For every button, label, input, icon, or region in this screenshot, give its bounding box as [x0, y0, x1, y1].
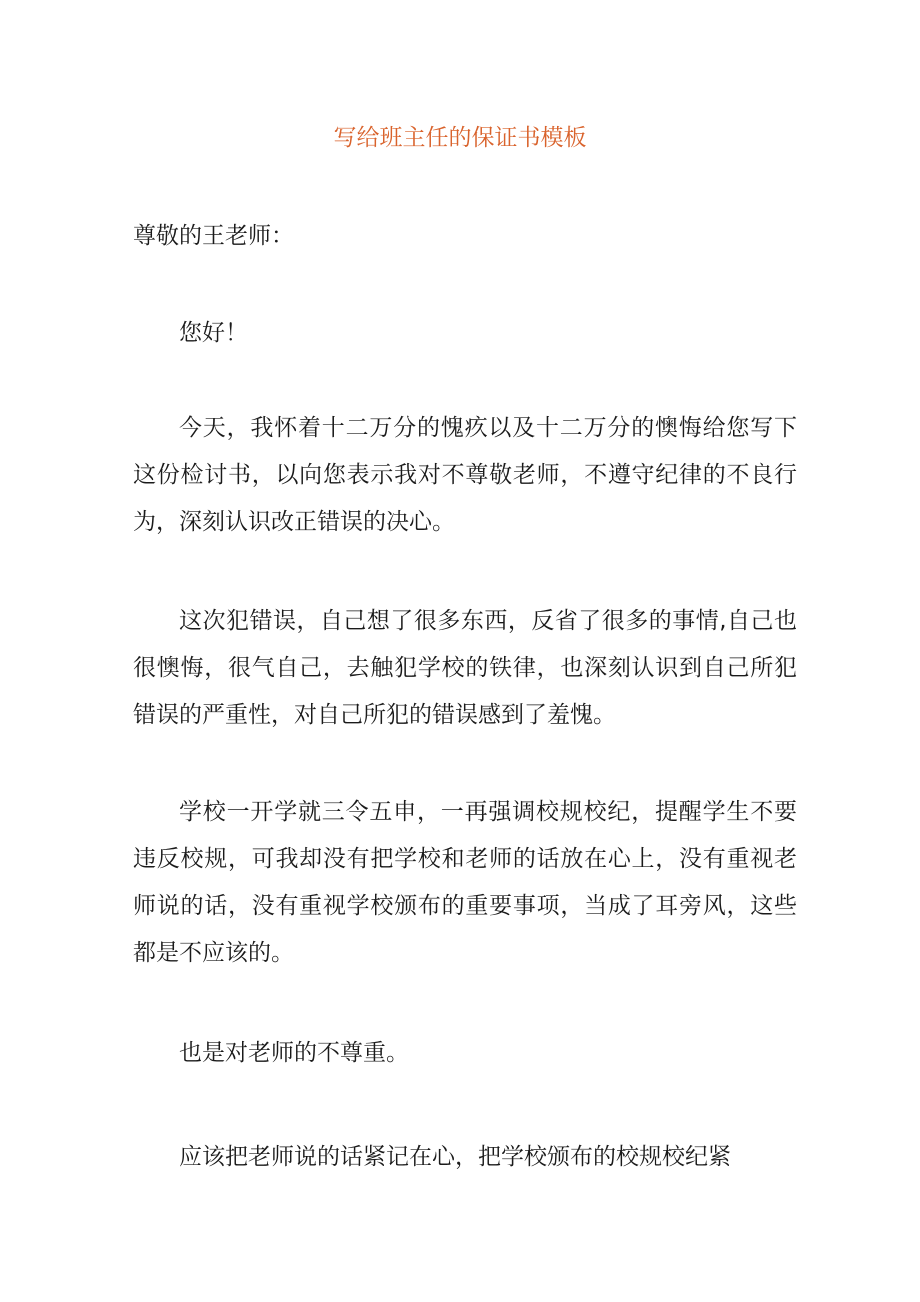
paragraph-1: 今天，我怀着十二万分的愧疚以及十二万分的懊悔给您写下这份检讨书，以向您表示我对不尊敬老师，不遵守纪律的不良行为，深刻认识改正错误的决心。	[133, 415, 797, 535]
paragraph-2: 这次犯错误，自己想了很多东西，反省了很多的事情,自己也很懊悔，很气自己，去触犯学校的铁律，也深刻认识到自己所犯错误的严重性，对自己所犯的错误感到了羞愧。	[133, 608, 797, 728]
paragraph-4: 也是对老师的不尊重。	[179, 1040, 409, 1066]
paragraph-3: 学校一开学就三令五申，一再强调校规校纪，提醒学生不要违反校规，可我却没有把学校和老师的话放在心上，没有重视老师说的话，没有重视学校颁布的重要事项，当成了耳旁风，这些都是不应该的。	[133, 799, 797, 966]
paragraph-greeting: 您好！	[179, 320, 248, 346]
salutation: 尊敬的王老师：	[133, 223, 294, 249]
document-title: 写给班主任的保证书模板	[333, 125, 587, 151]
paragraph-5: 应该把老师说的话紧记在心，把学校颁布的校规校纪紧	[179, 1144, 731, 1170]
